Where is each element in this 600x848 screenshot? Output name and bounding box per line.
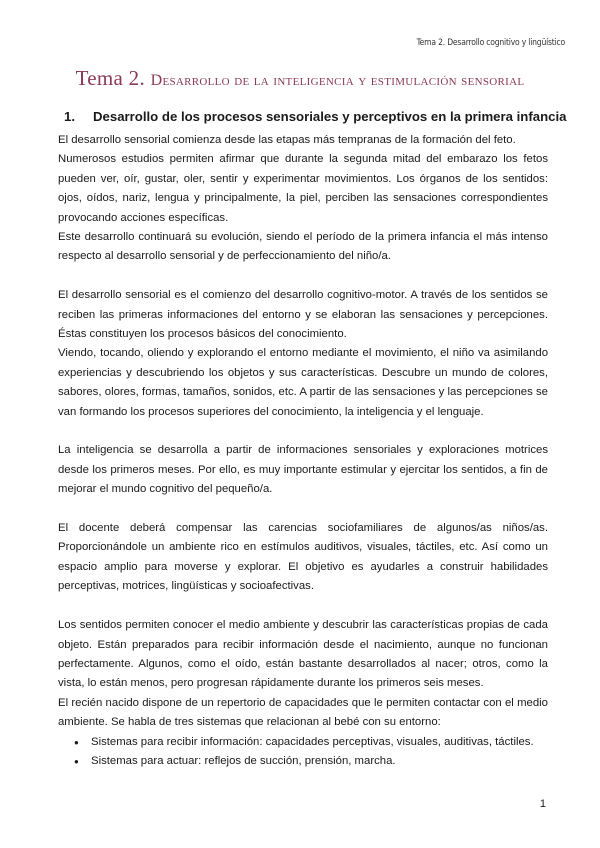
bullet-list (58, 733, 548, 772)
paragraph: La inteligencia se desarrolla a partir de informaciones sensoriales y exploraciones motrices desde los primeros meses. Por ello, es muy importante estimular y ejercitar los sentidos, a fin de mejorar el mundo cognitivo del pequeño/a. (58, 444, 548, 496)
bullet-item: ● Sistemas para actuar: reflejos de succión, prensión, marcha. (58, 752, 548, 771)
paragraph-spacer (58, 597, 548, 616)
section-heading (64, 109, 566, 124)
paragraph: El desarrollo sensorial es el comienzo del desarrollo cognitivo-motor. A través de los sentidos se reciben las primeras informaciones del entorno y se elaboran las sensaciones y percepciones. Éstas constituyen los procesos básicos del conocimiento. (58, 289, 548, 341)
paragraph: Numerosos estudios permiten afirmar que durante la segunda mitad del embarazo los fetos pueden ver, oír, gustar, oler, sentir y experimentar movimientos. Los órganos de los sentidos: ojos, oídos, nariz, lengua y principalmente, la piel, perciben las sensaciones correspondientes provocando acciones específicas. (58, 153, 548, 224)
paragraph-spacer (58, 267, 548, 286)
page-number: 1 (539, 798, 546, 810)
paragraph: El desarrollo sensorial comienza desde las etapas más tempranas de la formación del feto. (58, 134, 516, 146)
document-title (0, 66, 600, 91)
paragraph: El docente deberá compensar las carencias sociofamiliares de algunos/as niños/as. Proporcionándole un ambiente rico en estímulos auditivos, visuales, táctiles, etc. Así como un espacio amplio para moverse y explorar. El objetivo es ayudarles a construir habilidades perceptivas, motrices, lingüísticas y socioafectivas. (58, 522, 548, 593)
paragraph: Viendo, tocando, oliendo y explorando el entorno mediante el movimiento, el niño va asimilando experiencias y descubriendo los objetos y sus características. Descubre un mundo de colores, sabores, olores, formas, tamaños, sonidos, etc. A partir de las sensaciones y las percepciones se van formando los procesos superiores del conocimiento, la inteligencia y el lenguaje. (58, 347, 548, 418)
paragraph: Los sentidos permiten conocer el medio ambiente y descubrir las características propias de cada objeto. Están preparados para recibir información desde el nacimiento, aunque no funcionan perfectamente. Algunos, como el oído, están bastante desarrollados al nacer; otros, como la vista, lo están menos, pero progresan rápidamente durante los primeros seis meses. (58, 619, 548, 690)
running-header: Tema 2. Desarrollo cognitivo y lingüístico (416, 38, 565, 48)
bullet-item: ● Sistemas para recibir información: capacidades perceptivas, visuales, auditivas, táctiles. (58, 733, 548, 752)
section-number: 1. (64, 109, 75, 124)
document-title-prefix: Tema 2. (75, 66, 146, 90)
section-title: Desarrollo de los procesos sensoriales y perceptivos en la primera infancia (93, 109, 567, 124)
paragraph: Este desarrollo continuará su evolución, siendo el período de la primera infancia el más intenso respecto al desarrollo sensorial y de perfeccionamiento del niño/a. (58, 231, 548, 263)
paragraph: El recién nacido dispone de un repertorio de capacidades que le permiten contactar con el medio ambiente. Se habla de tres sistemas que relacionan al bebé con su entorno: (58, 696, 548, 729)
document-title-text: Desarrollo de la inteligencia y estimulación sensorial (150, 72, 525, 89)
body-text (58, 131, 548, 771)
paragraph-spacer (58, 422, 548, 441)
paragraph-spacer (58, 500, 548, 519)
